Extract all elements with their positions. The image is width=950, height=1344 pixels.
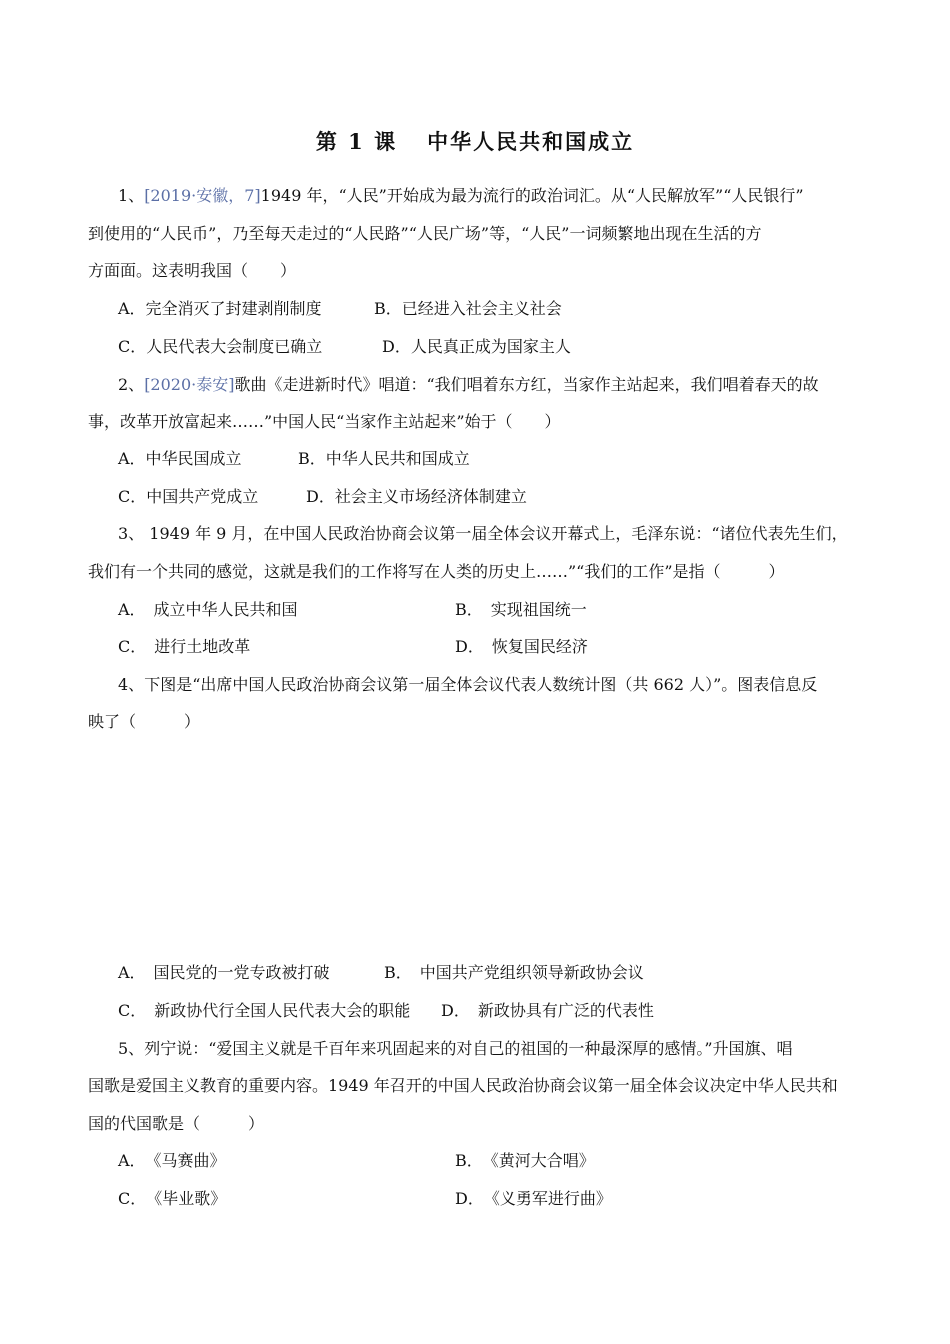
question-4-text: 下图是“出席中国人民政治协商会议第一届全体会议代表人数统计图（共 662 人）”。图表信息反 <box>144 675 818 694</box>
question-2-option-d: D．社会主义市场经济体制建立 <box>306 487 527 506</box>
question-1-text: 1949 年，“人民”开始成为最为流行的政治词汇。从“人民解放军”“人民银行” <box>260 186 804 205</box>
question-5-line-1 <box>118 1039 793 1059</box>
question-4-line-1 <box>118 675 817 695</box>
question-2-option-b: B．中华人民共和国成立 <box>298 449 470 468</box>
question-4-number: 4、 <box>118 675 145 694</box>
question-5-line-3: 国的代国歌是（ ） <box>88 1114 265 1133</box>
lesson-title <box>0 126 950 156</box>
question-2-line-2: 事，改革开放富起来……”中国人民“当家作主站起来”始于（ ） <box>88 412 561 431</box>
question-2-source: [2020·泰安] <box>144 375 235 394</box>
question-3-line-1 <box>118 524 848 544</box>
question-5-number: 5、 <box>118 1039 145 1058</box>
question-3-line-2: 我们有一个共同的感觉，这就是我们的工作将写在人类的历史上……”“我们的工作”是指（ ） <box>88 562 785 581</box>
question-4-option-c: C． 新政协代行全国人民代表大会的职能 <box>118 1001 411 1020</box>
question-1-option-b: B．已经进入社会主义社会 <box>374 299 562 318</box>
question-3-option-d: D． 恢复国民经济 <box>455 637 588 656</box>
question-2-number: 2、 <box>118 375 145 394</box>
question-4-line-2: 映了（ ） <box>88 712 201 731</box>
question-3-number: 3、 <box>118 524 145 543</box>
question-1-source: [2019·安徽，7] <box>144 186 261 205</box>
question-1-line-1 <box>118 186 804 206</box>
question-1-option-c: C．人民代表大会制度已确立 <box>118 337 323 356</box>
question-3-option-b: B． 实现祖国统一 <box>455 600 587 619</box>
question-5-text: 列宁说：“爱国主义就是千百年来巩固起来的对自己的祖国的一种最深厚的感情。”升国旗、唱 <box>144 1039 793 1058</box>
question-4-option-a: A． 国民党的一党专政被打破 <box>118 963 330 982</box>
question-5-option-d: D． 《义勇军进行曲》 <box>455 1189 612 1208</box>
question-3-option-c: C． 进行土地改革 <box>118 637 251 656</box>
question-3-text: 1949 年 9 月，在中国人民政治协商会议第一届全体会议开幕式上，毛泽东说：“诸位代表先生们， <box>144 524 848 543</box>
question-5-line-2: 国歌是爱国主义教育的重要内容。1949 年召开的中国人民政治协商会议第一届全体会议决定中华人民共和 <box>88 1076 838 1095</box>
question-2-text: 歌曲《走进新时代》唱道：“我们唱着东方红，当家作主站起来，我们唱着春天的故 <box>234 375 819 394</box>
chart-placeholder-blank <box>88 750 868 950</box>
lesson-number: 第 1 课 <box>315 129 398 154</box>
question-5-option-c: C． 《毕业歌》 <box>118 1189 227 1208</box>
question-4-option-d: D． 新政协具有广泛的代表性 <box>441 1001 654 1020</box>
lesson-name: 中华人民共和国成立 <box>427 129 635 154</box>
question-5-option-a: A． 《马赛曲》 <box>118 1151 226 1170</box>
question-1-option-a: A．完全消灭了封建剥削制度 <box>118 299 322 318</box>
question-5-option-b: B． 《黄河大合唱》 <box>455 1151 595 1170</box>
question-4-option-b: B． 中国共产党组织领导新政协会议 <box>384 963 644 982</box>
question-1-line-3: 方面面。这表明我国（ ） <box>88 261 297 280</box>
question-1-number: 1、 <box>118 186 145 205</box>
question-2-option-a: A．中华民国成立 <box>118 449 242 468</box>
question-1-option-d: D．人民真正成为国家主人 <box>382 337 571 356</box>
question-2-option-c: C．中国共产党成立 <box>118 487 259 506</box>
question-2-line-1 <box>118 375 819 395</box>
question-1-line-2: 到使用的“人民币”，乃至每天走过的“人民路”“人民广场”等，“人民”一词频繁地出现在生活的方 <box>88 224 762 243</box>
question-3-option-a: A． 成立中华人民共和国 <box>118 600 298 619</box>
